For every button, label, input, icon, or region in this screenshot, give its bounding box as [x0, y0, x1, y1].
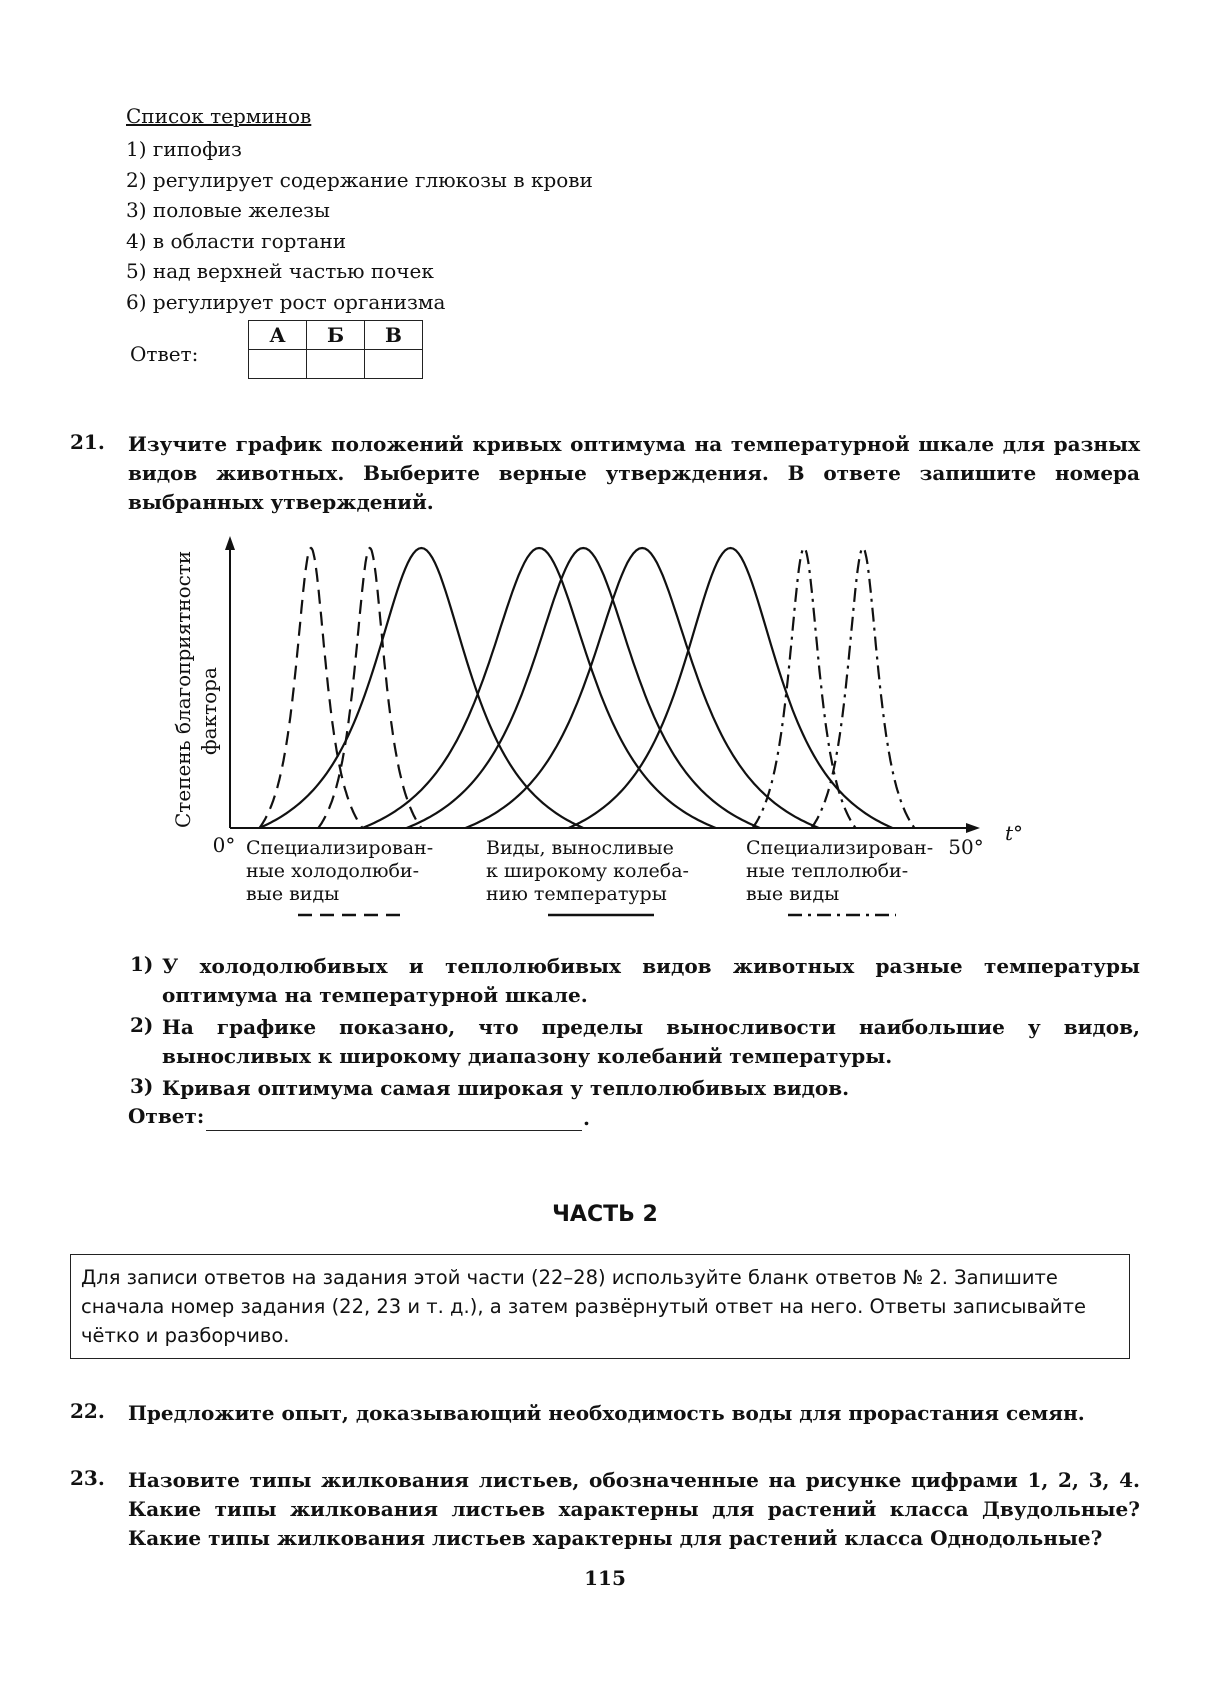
statement-3-number: 3) — [130, 1074, 154, 1098]
curve-cold-1 — [259, 548, 362, 828]
part2-title: ЧАСТЬ 2 — [552, 1202, 658, 1227]
legend-warm-line-3: вые виды — [746, 883, 840, 905]
legend-cold-line-1: Специализирован- — [246, 837, 434, 859]
term-item: 4) в области гортани — [126, 228, 347, 253]
term-item: 5) над верхней частью почек — [126, 259, 434, 283]
statement-1-number: 1) — [130, 952, 154, 976]
x-axis-label: t° — [1004, 821, 1024, 845]
page-number: 115 — [584, 1566, 626, 1590]
x-start-label: 0° — [212, 833, 236, 857]
statement-3-text: Кривая оптимума самая широкая у теплолюбивых видов. — [162, 1076, 850, 1100]
answer-cell-a[interactable] — [249, 350, 307, 379]
legend-eury — [486, 837, 689, 915]
question-21-text: Изучите график положений кривых оптимума на температурной шкале для разных видов животных. Выберите верные утверждения. В ответе запишите номера выбранных утверждений. — [128, 432, 1140, 514]
answer-21-end: . — [583, 1106, 590, 1130]
temperature-optimum-chart — [160, 530, 1040, 930]
answer-header-v: В — [365, 321, 423, 350]
curve-eury-2 — [363, 548, 716, 828]
legend-cold-line-3: вые виды — [246, 883, 340, 905]
question-22-text: Предложите опыт, доказывающий необходимость воды для прорастания семян. — [128, 1401, 1085, 1425]
terms-title: Список терминов — [126, 104, 312, 128]
x-end-label: 50° — [948, 835, 984, 859]
y-axis-label-2: фактора — [197, 667, 221, 755]
answer-header-a: А — [249, 321, 307, 350]
curve-warm-1 — [753, 548, 856, 828]
legend-warm-line-2: ные теплолюби- — [746, 860, 909, 882]
answer-label: Ответ: — [130, 342, 199, 366]
curve-warm-2 — [811, 548, 914, 828]
curve-eury-1 — [259, 548, 583, 828]
answer-cell-b[interactable] — [307, 350, 365, 379]
part2-info-box: Для записи ответов на задания этой части (22–28) используйте бланк ответов № 2. Запишите сначала номер задания (22, 23 и т. д.), а затем развёрнутый ответ на него. Ответы записывайте чётко и разборчиво. — [70, 1254, 1130, 1359]
legend-warm-line-1: Специализирован- — [746, 837, 934, 859]
legend-eury-line-2: к широкому колеба- — [486, 860, 689, 882]
statement-1-text: У холодолюбивых и теплолюбивых видов животных разные температуры оптимума на температурной шкале. — [162, 954, 1140, 1007]
curves-group — [259, 548, 914, 828]
answer-header-b: Б — [307, 321, 365, 350]
curve-cold-2 — [318, 548, 421, 828]
statement-2-number: 2) — [130, 1013, 154, 1037]
y-axis-arrow — [225, 536, 235, 550]
term-item: 2) регулирует содержание глюкозы в крови — [126, 167, 593, 192]
question-22-number: 22. — [70, 1399, 105, 1423]
terms-list — [126, 134, 593, 317]
question-23-number: 23. — [70, 1466, 105, 1490]
term-item: 6) регулирует рост организма — [126, 289, 446, 314]
statement-2-text: На графике показано, что пределы выносливости наибольшие у видов, выносливых к широкому диапазону колебаний температуры. — [162, 1015, 1140, 1068]
legend-eury-line-1: Виды, выносливые — [486, 837, 674, 859]
x-axis-arrow — [966, 823, 980, 833]
term-item: 1) гипофиз — [126, 137, 242, 161]
answer-21-field[interactable] — [206, 1130, 582, 1131]
question-23-text: Назовите типы жилкования листьев, обозначенные на рисунке цифрами 1, 2, 3, 4. Какие типы жилкования листьев характерны для растений класса Двудольные? Какие типы жилкования листьев характерны для растений класса Однодольные? — [128, 1468, 1140, 1550]
legend-cold-line-2: ные холодолюби- — [246, 860, 420, 882]
answer-21-label: Ответ: — [128, 1104, 205, 1128]
answer-table — [248, 320, 423, 379]
y-axis-label-1: Степень благоприятности — [171, 550, 195, 828]
question-21-number: 21. — [70, 430, 105, 454]
legend-warm — [746, 837, 933, 915]
legend-eury-line-3: нию температуры — [486, 883, 667, 905]
term-item: 3) половые железы — [126, 198, 330, 222]
legend-cold — [246, 837, 433, 915]
answer-cell-v[interactable] — [365, 350, 423, 379]
